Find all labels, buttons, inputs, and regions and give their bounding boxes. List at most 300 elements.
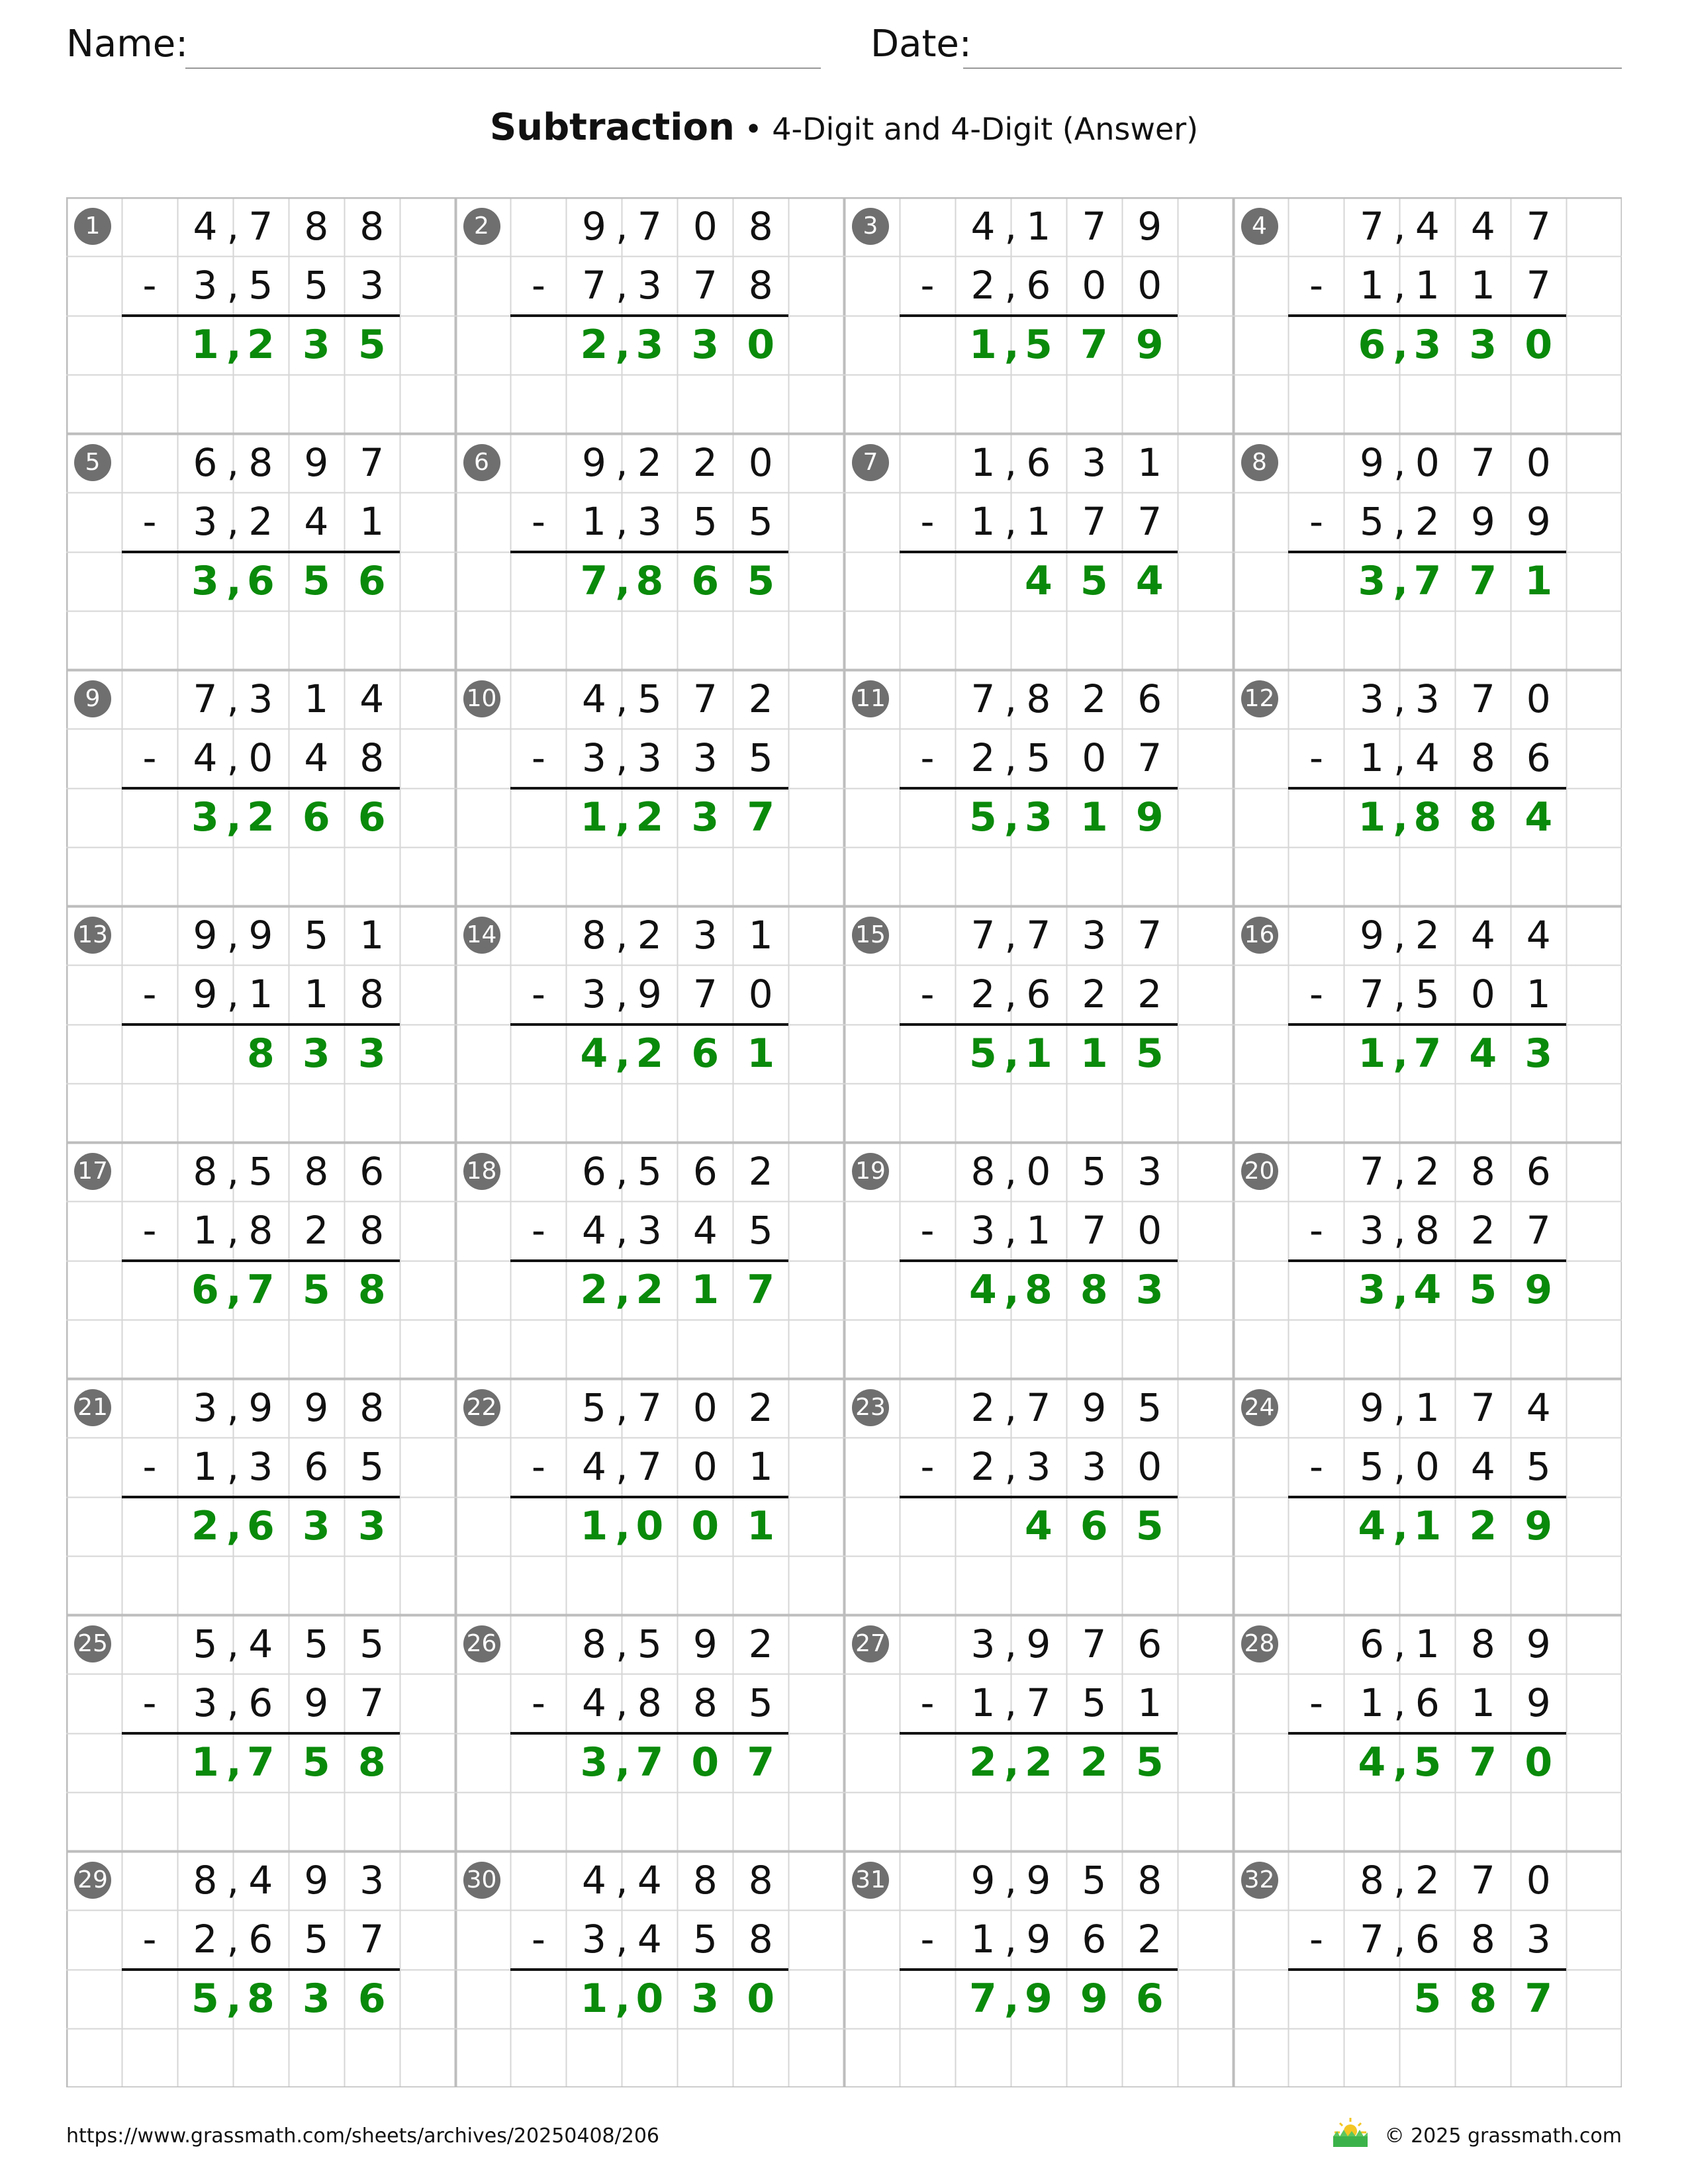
- minuend-row: [122, 1142, 455, 1201]
- subtrahend-row: [122, 256, 455, 315]
- minuend-digit: 1: [1415, 1385, 1440, 1430]
- answer-digit: 5: [1080, 557, 1108, 604]
- subtrahend-digit: 1: [193, 1208, 218, 1253]
- subtrahend-digit: 4: [637, 1917, 662, 1962]
- answer-comma: ,: [615, 1502, 631, 1549]
- answer-digit: 9: [1080, 1975, 1108, 2022]
- problem-10: [455, 670, 845, 906]
- minuend-comma: ,: [226, 1621, 240, 1666]
- answer-digit: 0: [1524, 321, 1553, 368]
- answer-row[interactable]: [122, 788, 455, 847]
- minuend-digit: 9: [1359, 440, 1384, 485]
- subtrahend-digit: 3: [1026, 1444, 1051, 1490]
- date-label: Date:: [870, 23, 972, 66]
- subtrahend-digit: 7: [692, 263, 718, 308]
- minuend-digit: 7: [970, 913, 996, 958]
- answer-row[interactable]: [511, 1024, 845, 1083]
- subtrahend-comma: ,: [1393, 1680, 1406, 1726]
- answer-digit: 2: [635, 794, 664, 841]
- minus-sign: -: [920, 1444, 935, 1490]
- minus-sign: -: [920, 1917, 935, 1962]
- problem-26: [455, 1615, 845, 1851]
- answer-digit: 8: [1080, 1266, 1108, 1313]
- subtrahend-digit: 0: [1082, 263, 1107, 308]
- answer-row[interactable]: [900, 788, 1233, 847]
- subtrahend-digit: 1: [1526, 972, 1551, 1017]
- answer-digit: 6: [1080, 1502, 1108, 1549]
- minuend-digit: 4: [970, 204, 996, 249]
- answer-row[interactable]: [122, 1261, 455, 1320]
- subtrahend-comma: ,: [1004, 735, 1017, 781]
- answer-comma: ,: [1393, 1739, 1409, 1786]
- subtrahend-digit: 1: [1026, 499, 1051, 545]
- name-line[interactable]: [185, 68, 821, 69]
- answer-digit: 6: [246, 557, 275, 604]
- answer-digit: 4: [1024, 557, 1053, 604]
- subtrahend-comma: ,: [1393, 499, 1406, 545]
- answer-comma: ,: [1393, 1266, 1409, 1313]
- subtrahend-digit: 3: [193, 499, 218, 545]
- subtrahend-digit: 2: [193, 1917, 218, 1962]
- subtrahend-digit: 3: [193, 1680, 218, 1726]
- problem-number-badge: 12: [1241, 680, 1278, 717]
- minuend-digit: 7: [692, 676, 718, 721]
- answer-row[interactable]: [511, 788, 845, 847]
- answer-digit: 8: [635, 557, 664, 604]
- answer-row[interactable]: [900, 552, 1233, 611]
- answer-digit: 9: [1135, 794, 1164, 841]
- minuend-digit: 1: [304, 676, 329, 721]
- answer-row[interactable]: [1289, 1497, 1622, 1556]
- answer-row[interactable]: [1289, 1733, 1622, 1792]
- subtrahend-digit: 3: [1082, 1444, 1107, 1490]
- minuend-digit: 2: [970, 1385, 996, 1430]
- subtrahend-digit: 2: [970, 735, 996, 781]
- subtrahend-row: [511, 1437, 845, 1496]
- answer-digit: 3: [191, 794, 219, 841]
- answer-comma: ,: [615, 1739, 631, 1786]
- answer-comma: ,: [226, 1975, 242, 2022]
- subtrahend-comma: ,: [226, 1208, 240, 1253]
- subtrahend-digit: 3: [193, 263, 218, 308]
- subtrahend-digit: 2: [1082, 972, 1107, 1017]
- minuend-comma: ,: [616, 1385, 628, 1430]
- answer-digit: 3: [1135, 1266, 1164, 1313]
- minus-sign: -: [1309, 972, 1323, 1017]
- minuend-digit: 9: [1359, 913, 1384, 958]
- answer-digit: 1: [691, 1266, 720, 1313]
- minuend-digit: 7: [1082, 1621, 1107, 1666]
- answer-digit: 7: [747, 1739, 775, 1786]
- answer-digit: 3: [302, 1975, 330, 2022]
- subtrahend-comma: ,: [1004, 972, 1017, 1017]
- problem-number-badge: 13: [74, 917, 111, 954]
- subtrahend-digit: 5: [359, 1444, 385, 1490]
- subtrahend-digit: 7: [1526, 1208, 1551, 1253]
- minus-sign: -: [1309, 499, 1323, 545]
- minuend-digit: 1: [1415, 1621, 1440, 1666]
- answer-digit: 5: [302, 1266, 330, 1313]
- problem-5: [66, 433, 455, 670]
- minuend-row: [511, 1379, 845, 1437]
- subtrahend-digit: 5: [304, 263, 329, 308]
- subtrahend-row: [122, 1437, 455, 1496]
- minuend-comma: ,: [1004, 1385, 1017, 1430]
- subtrahend-digit: 8: [637, 1680, 662, 1726]
- answer-comma: ,: [615, 794, 631, 841]
- answer-row[interactable]: [122, 1970, 455, 2028]
- answer-row[interactable]: [900, 1497, 1233, 1556]
- answer-digit: 3: [1469, 321, 1497, 368]
- answer-comma: ,: [226, 1739, 242, 1786]
- minuend-digit: 0: [748, 440, 773, 485]
- subtrahend-digit: 4: [1415, 735, 1440, 781]
- minuend-digit: 4: [637, 1858, 662, 1903]
- subtrahend-digit: 1: [1470, 1680, 1495, 1726]
- subtrahend-digit: 1: [1359, 1680, 1384, 1726]
- minuend-digit: 6: [1526, 1149, 1551, 1194]
- answer-digit: 9: [1135, 321, 1164, 368]
- minuend-digit: 7: [1359, 204, 1384, 249]
- subtrahend-row: [900, 965, 1233, 1024]
- minuend-digit: 1: [359, 913, 385, 958]
- subtrahend-digit: 0: [748, 972, 773, 1017]
- minuend-row: [1289, 1851, 1622, 1910]
- minuend-digit: 2: [1415, 1149, 1440, 1194]
- minuend-comma: ,: [226, 440, 240, 485]
- minuend-digit: 9: [1526, 1621, 1551, 1666]
- answer-comma: ,: [226, 557, 242, 604]
- answer-row[interactable]: [1289, 552, 1622, 611]
- subtrahend-digit: 4: [304, 499, 329, 545]
- minuend-row: [1289, 1615, 1622, 1674]
- minuend-comma: ,: [1004, 1621, 1017, 1666]
- answer-row[interactable]: [900, 1733, 1233, 1792]
- answer-comma: ,: [1004, 1975, 1019, 2022]
- minuend-digit: 4: [248, 1621, 273, 1666]
- minuend-digit: 9: [1137, 204, 1162, 249]
- subtrahend-row: [1289, 256, 1622, 315]
- minuend-row: [900, 1851, 1233, 1910]
- minuend-digit: 7: [1470, 1385, 1495, 1430]
- subtrahend-digit: 1: [970, 1680, 996, 1726]
- subtrahend-digit: 1: [359, 499, 385, 545]
- minus-sign: -: [142, 263, 157, 308]
- minus-sign: -: [142, 1444, 157, 1490]
- minuend-digit: 6: [581, 1149, 606, 1194]
- subtrahend-comma: ,: [1393, 972, 1406, 1017]
- minuend-digit: 2: [748, 676, 773, 721]
- subtrahend-comma: ,: [616, 972, 628, 1017]
- subtrahend-digit: 4: [1470, 1444, 1495, 1490]
- answer-digit: 3: [1358, 1266, 1386, 1313]
- problem-28: [1233, 1615, 1622, 1851]
- answer-digit: 7: [969, 1975, 997, 2022]
- answer-digit: 8: [1469, 794, 1497, 841]
- problem-2: [455, 197, 845, 433]
- problem-29: [66, 1851, 455, 2087]
- minuend-comma: ,: [1004, 204, 1017, 249]
- problem-number-badge: 26: [463, 1625, 500, 1662]
- subtrahend-comma: ,: [1004, 263, 1017, 308]
- minuend-digit: 3: [1082, 440, 1107, 485]
- answer-digit: 1: [1413, 1502, 1442, 1549]
- minuend-row: [1289, 1379, 1622, 1437]
- subtrahend-row: [122, 1201, 455, 1260]
- minuend-digit: 8: [1026, 676, 1051, 721]
- minuend-digit: 9: [248, 913, 273, 958]
- minuend-comma: ,: [1004, 1149, 1017, 1194]
- subtrahend-digit: 4: [581, 1444, 606, 1490]
- answer-row[interactable]: [900, 1024, 1233, 1083]
- minuend-digit: 5: [248, 1149, 273, 1194]
- answer-digit: 6: [302, 794, 330, 841]
- answer-digit: 9: [1524, 1502, 1553, 1549]
- answer-row[interactable]: [1289, 1261, 1622, 1320]
- answer-row[interactable]: [122, 1024, 455, 1083]
- problem-grid: [66, 197, 1622, 2087]
- answer-digit: 2: [580, 321, 608, 368]
- subtrahend-comma: ,: [226, 972, 240, 1017]
- answer-row[interactable]: [511, 316, 845, 375]
- answer-digit: 7: [1469, 557, 1497, 604]
- subtrahend-comma: ,: [616, 1917, 628, 1962]
- answer-digit: 1: [1524, 557, 1553, 604]
- answer-digit: 0: [691, 1502, 720, 1549]
- problem-number-badge: 19: [852, 1153, 889, 1190]
- subtrahend-digit: 7: [637, 1444, 662, 1490]
- minuend-digit: 6: [1359, 1621, 1384, 1666]
- answer-row[interactable]: [900, 1261, 1233, 1320]
- answer-digit: 2: [969, 1739, 997, 1786]
- minus-sign: -: [1309, 1444, 1323, 1490]
- minus-sign: -: [1309, 263, 1323, 308]
- minuend-digit: 8: [581, 1621, 606, 1666]
- subtrahend-digit: 0: [1137, 263, 1162, 308]
- subtrahend-digit: 2: [970, 972, 996, 1017]
- answer-row[interactable]: [122, 316, 455, 375]
- minuend-digit: 5: [1082, 1149, 1107, 1194]
- answer-digit: 9: [1524, 1266, 1553, 1313]
- minuend-row: [122, 197, 455, 256]
- answer-row[interactable]: [122, 552, 455, 611]
- subtrahend-digit: 1: [1470, 263, 1495, 308]
- subtrahend-digit: 9: [304, 1680, 329, 1726]
- subtrahend-comma: ,: [616, 263, 628, 308]
- answer-comma: ,: [615, 557, 631, 604]
- minuend-digit: 5: [359, 1621, 385, 1666]
- answer-digit: 2: [1469, 1502, 1497, 1549]
- minuend-digit: 4: [193, 204, 218, 249]
- problem-number-badge: 8: [1241, 444, 1278, 481]
- answer-row[interactable]: [1289, 316, 1622, 375]
- minus-sign: -: [532, 1444, 545, 1490]
- answer-digit: 4: [1524, 794, 1553, 841]
- minuend-digit: 2: [692, 440, 718, 485]
- answer-row[interactable]: [1289, 788, 1622, 847]
- answer-row[interactable]: [122, 1497, 455, 1556]
- minuend-digit: 2: [1082, 676, 1107, 721]
- answer-digit: 5: [1135, 1030, 1164, 1077]
- subtrahend-comma: ,: [1004, 1208, 1017, 1253]
- answer-comma: ,: [1004, 794, 1019, 841]
- problem-13: [66, 906, 455, 1142]
- minus-sign: -: [1309, 735, 1323, 781]
- subtrahend-digit: 6: [248, 1680, 273, 1726]
- answer-digit: 2: [246, 794, 275, 841]
- subtrahend-digit: 7: [581, 263, 606, 308]
- answer-digit: 6: [1358, 321, 1386, 368]
- subtrahend-digit: 5: [1415, 972, 1440, 1017]
- answer-row[interactable]: [900, 316, 1233, 375]
- subtrahend-comma: ,: [1004, 499, 1017, 545]
- answer-digit: 1: [1358, 794, 1386, 841]
- minuend-comma: ,: [1004, 913, 1017, 958]
- minuend-row: [122, 433, 455, 492]
- minuend-comma: ,: [616, 1149, 628, 1194]
- subtrahend-comma: ,: [1004, 1680, 1017, 1726]
- subtrahend-digit: 8: [1470, 1917, 1495, 1962]
- problem-4: [1233, 197, 1622, 433]
- minuend-digit: 0: [1415, 440, 1440, 485]
- minus-sign: -: [1309, 1208, 1323, 1253]
- minuend-digit: 4: [359, 676, 385, 721]
- answer-row[interactable]: [511, 1733, 845, 1792]
- problem-number-badge: 17: [74, 1153, 111, 1190]
- minuend-digit: 7: [193, 676, 218, 721]
- minus-sign: -: [920, 499, 935, 545]
- subtrahend-digit: 8: [692, 1680, 718, 1726]
- answer-digit: 3: [580, 1739, 608, 1786]
- subtrahend-digit: 1: [193, 1444, 218, 1490]
- subtrahend-row: [122, 965, 455, 1024]
- minuend-digit: 3: [193, 1385, 218, 1430]
- minuend-digit: 9: [1359, 1385, 1384, 1430]
- answer-digit: 4: [1413, 1266, 1442, 1313]
- minuend-digit: 1: [1137, 440, 1162, 485]
- subtrahend-digit: 6: [1026, 972, 1051, 1017]
- answer-comma: ,: [226, 321, 242, 368]
- problem-6: [455, 433, 845, 670]
- minuend-digit: 2: [637, 913, 662, 958]
- subtrahend-row: [1289, 1910, 1622, 1969]
- minuend-digit: 7: [1359, 1149, 1384, 1194]
- answer-digit: 1: [1024, 1030, 1053, 1077]
- subtrahend-digit: 3: [970, 1208, 996, 1253]
- problem-32: [1233, 1851, 1622, 2087]
- subtrahend-digit: 6: [1526, 735, 1551, 781]
- problem-number-badge: 30: [463, 1862, 500, 1899]
- answer-digit: 6: [357, 794, 386, 841]
- problem-8: [1233, 433, 1622, 670]
- answer-digit: 4: [1358, 1739, 1386, 1786]
- minuend-digit: 0: [1526, 676, 1551, 721]
- minuend-comma: ,: [616, 1858, 628, 1903]
- minuend-digit: 4: [581, 1858, 606, 1903]
- answer-comma: ,: [1393, 794, 1409, 841]
- minuend-row: [900, 197, 1233, 256]
- minuend-row: [122, 1379, 455, 1437]
- subtrahend-digit: 7: [1026, 1680, 1051, 1726]
- answer-row[interactable]: [511, 1970, 845, 2028]
- subtrahend-digit: 6: [1026, 263, 1051, 308]
- subtrahend-comma: ,: [1004, 1917, 1017, 1962]
- minuend-comma: ,: [1393, 1149, 1406, 1194]
- date-line[interactable]: [963, 68, 1622, 69]
- subtrahend-row: [900, 1201, 1233, 1260]
- problem-number-badge: 2: [463, 208, 500, 245]
- subtrahend-digit: 7: [359, 1917, 385, 1962]
- answer-digit: 8: [357, 1266, 386, 1313]
- answer-row[interactable]: [1289, 1024, 1622, 1083]
- answer-digit: 4: [1135, 557, 1164, 604]
- subtrahend-digit: 8: [1470, 735, 1495, 781]
- problem-1: [66, 197, 455, 433]
- minuend-digit: 4: [1526, 1385, 1551, 1430]
- minuend-digit: 7: [637, 204, 662, 249]
- answer-digit: 2: [635, 1266, 664, 1313]
- problem-number-badge: 32: [1241, 1862, 1278, 1899]
- subtrahend-digit: 3: [581, 972, 606, 1017]
- answer-digit: 0: [747, 321, 775, 368]
- minuend-row: [1289, 906, 1622, 965]
- subtrahend-digit: 3: [248, 1444, 273, 1490]
- subtrahend-digit: 6: [1415, 1680, 1440, 1726]
- subtrahend-digit: 1: [1137, 1680, 1162, 1726]
- problem-number-badge: 27: [852, 1625, 889, 1662]
- answer-digit: 7: [1413, 557, 1442, 604]
- answer-row[interactable]: [511, 1261, 845, 1320]
- minuend-row: [1289, 670, 1622, 729]
- answer-row[interactable]: [900, 1970, 1233, 2028]
- minuend-row: [511, 1615, 845, 1674]
- minuend-digit: 8: [581, 913, 606, 958]
- subtrahend-digit: 1: [1359, 263, 1384, 308]
- minus-sign: -: [532, 499, 545, 545]
- minuend-row: [1289, 1142, 1622, 1201]
- subtrahend-digit: 0: [1082, 735, 1107, 781]
- minuend-comma: ,: [616, 676, 628, 721]
- minuend-digit: 4: [248, 1858, 273, 1903]
- problem-27: [844, 1615, 1233, 1851]
- subtrahend-row: [511, 1910, 845, 1969]
- answer-comma: ,: [1004, 321, 1019, 368]
- subtrahend-comma: ,: [1393, 1917, 1406, 1962]
- subtrahend-comma: ,: [226, 735, 240, 781]
- answer-row[interactable]: [122, 1733, 455, 1792]
- answer-comma: ,: [1004, 1030, 1019, 1077]
- minuend-digit: 4: [1526, 913, 1551, 958]
- answer-comma: ,: [226, 794, 242, 841]
- minuend-digit: 1: [748, 913, 773, 958]
- answer-row[interactable]: [511, 1497, 845, 1556]
- subtrahend-digit: 0: [1470, 972, 1495, 1017]
- answer-row[interactable]: [511, 552, 845, 611]
- minuend-digit: 8: [248, 440, 273, 485]
- subtrahend-digit: 3: [637, 499, 662, 545]
- minuend-row: [511, 906, 845, 965]
- answer-row[interactable]: [1289, 1970, 1622, 2028]
- minuend-digit: 5: [304, 913, 329, 958]
- minuend-digit: 2: [637, 440, 662, 485]
- minuend-digit: 8: [692, 1858, 718, 1903]
- minus-sign: -: [142, 1917, 157, 1962]
- answer-digit: 7: [1469, 1739, 1497, 1786]
- answer-comma: ,: [615, 321, 631, 368]
- answer-digit: 8: [246, 1030, 275, 1077]
- minuend-digit: 8: [193, 1149, 218, 1194]
- answer-digit: 2: [580, 1266, 608, 1313]
